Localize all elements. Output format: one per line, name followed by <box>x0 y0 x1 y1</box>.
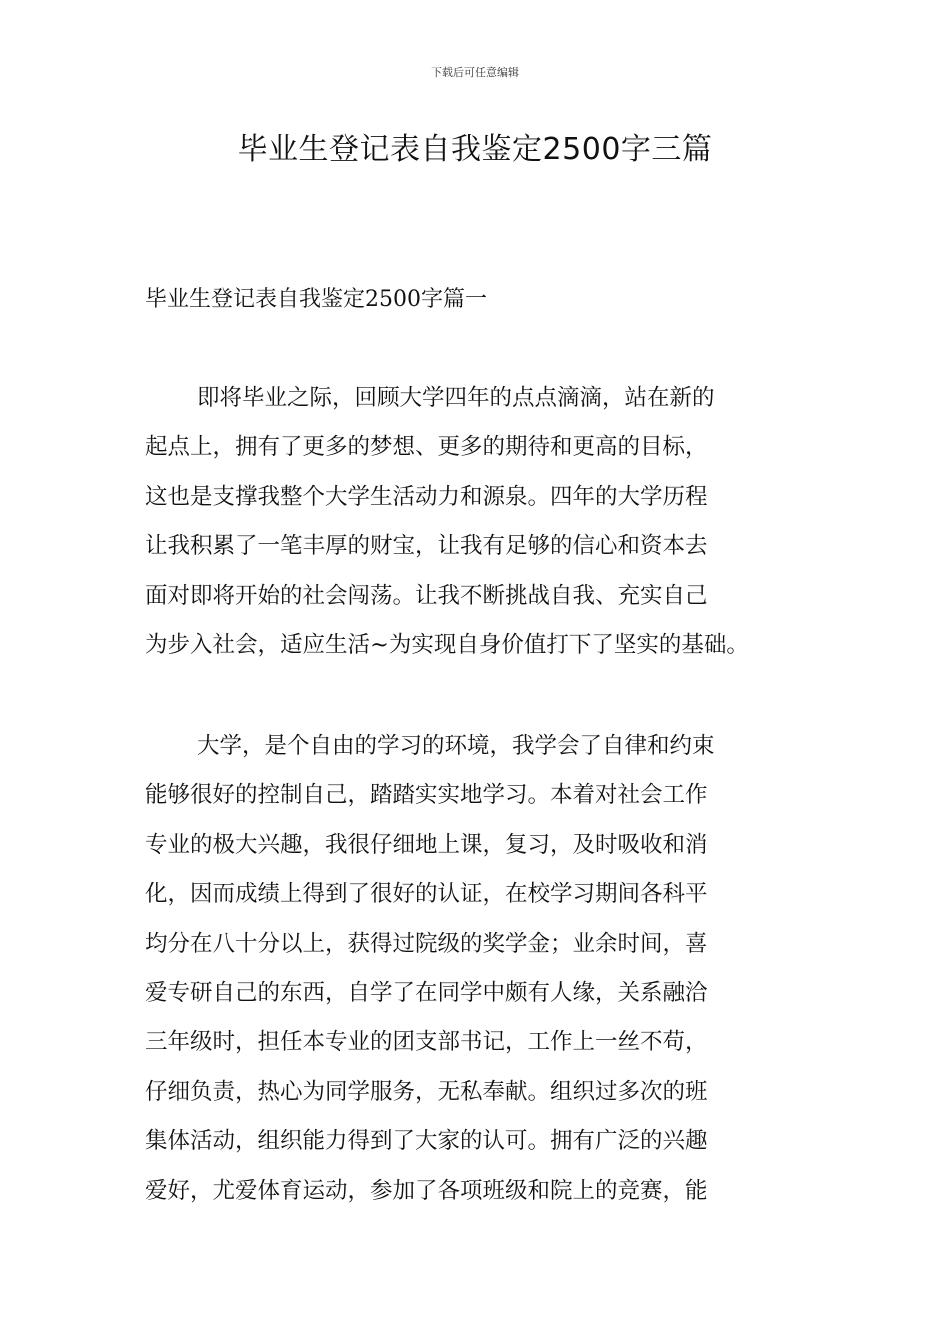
paragraph-line: 仔细负责，热心为同学服务，无私奉献。组织过多次的班 <box>145 1078 708 1105</box>
paragraph-line: 面对即将开始的社会闯荡。让我不断挑战自我、充实自己 <box>145 582 708 609</box>
paragraph-line: 大学，是个自由的学习的环境，我学会了自律和约束 <box>197 733 715 759</box>
paragraph-line: 起点上，拥有了更多的梦想、更多的期待和更高的目标， <box>145 434 708 461</box>
paragraph-line: 这也是支撑我整个大学生活动力和源泉。四年的大学历程 <box>145 483 708 510</box>
paragraph-line: 为步入社会，适应生活~为实现自身价值打下了坚实的基础。 <box>145 631 749 658</box>
section-heading: 毕业生登记表自我鉴定2500字篇一 <box>145 287 487 312</box>
paragraph-line: 能够很好的控制自己，踏踏实实地学习。本着对社会工作 <box>145 782 708 809</box>
paragraph-line: 爱好，尤爱体育运动，参加了各项班级和院上的竞赛，能 <box>145 1177 708 1204</box>
paragraph-2 <box>145 722 810 1216</box>
paragraph-1 <box>145 374 810 670</box>
header-note: 下载后可任意编辑 <box>431 66 519 79</box>
paragraph-line: 集体活动，组织能力得到了大家的认可。拥有广泛的兴趣 <box>145 1128 708 1155</box>
paragraph-line: 均分在八十分以上，获得过院级的奖学金；业余时间，喜 <box>145 930 708 957</box>
paragraph-line: 爱专研自己的东西，自学了在同学中颇有人缘，关系融洽 <box>145 979 708 1006</box>
paragraph-line: 让我积累了一笔丰厚的财宝，让我有足够的信心和资本去 <box>145 533 708 560</box>
paragraph-line: 化，因而成绩上得到了很好的认证，在校学习期间各科平 <box>145 881 708 908</box>
document-title: 毕业生登记表自我鉴定2500字三篇 <box>237 132 713 167</box>
paragraph-line: 即将毕业之际，回顾大学四年的点点滴滴，站在新的 <box>197 385 715 411</box>
paragraph-line: 专业的极大兴趣，我很仔细地上课，复习，及时吸收和消 <box>145 831 708 858</box>
paragraph-line: 三年级时，担任本专业的团支部书记，工作上一丝不苟， <box>145 1029 708 1056</box>
